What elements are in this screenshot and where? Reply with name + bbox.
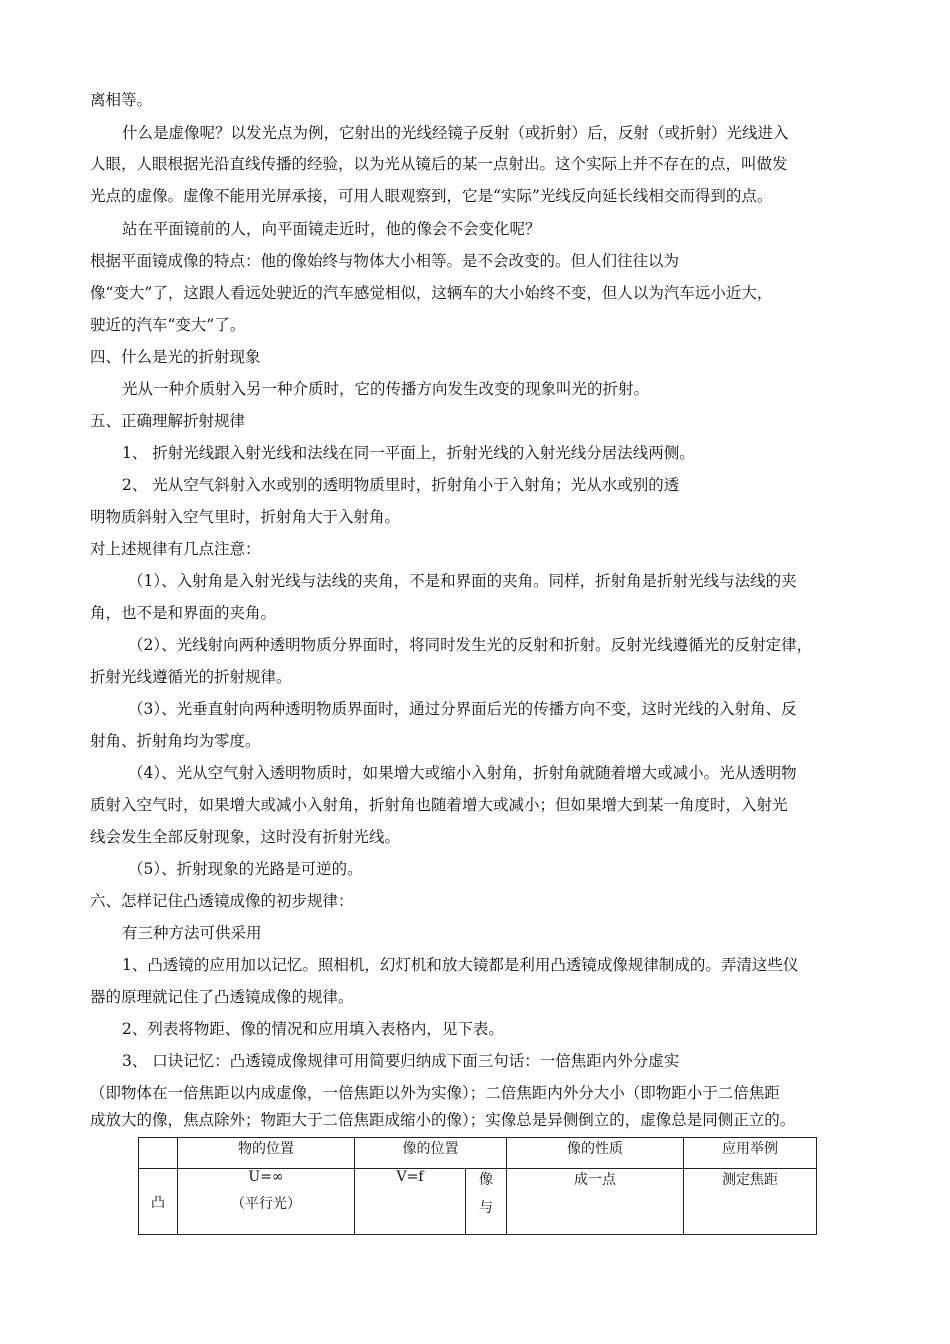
table-header-row [139,1138,817,1169]
table-header-cell: 应用举例 [684,1138,817,1169]
table-header-cell [139,1138,178,1169]
section-heading: 六、怎样记住凸透镜成像的初步规律： [90,892,354,910]
table-cell: 凸 [139,1169,178,1235]
list-item: （2）、光线射向两种透明物质分界面时，将同时发生光的反射和折射。反射光线遵循光的反射定律， [128,636,813,654]
list-item: （1）、入射角是入射光线与法线的夹角，不是和界面的夹角。同样，折射角是折射光线与法线的夹 [128,572,797,590]
cell-line: U=∞ [248,1169,284,1185]
table-cell [178,1169,355,1235]
paragraph: 有三种方法可供采用 [122,924,262,942]
list-item: 1、 折射光线跟入射光线和法线在同一平面上，折射光线的入射光线分居法线两侧。 [122,444,695,462]
paragraph: 射角、折射角均为零度。 [90,732,261,750]
paragraph: 线会发生全部反射现象，这时没有折射光线。 [90,828,401,846]
section-heading: 四、什么是光的折射现象 [90,348,261,366]
list-item: （5）、折射现象的光路是可逆的。 [128,860,363,878]
table-header-cell: 物的位置 [178,1138,355,1169]
list-item: （3）、光垂直射向两种透明物质界面时，通过分界面后光的传播方向不变，这时光线的入射角、反 [128,700,797,718]
cell-line: 像 [479,1172,493,1188]
paragraph: 离相等。 [90,91,153,109]
paragraph: 光点的虚像。虚像不能用光屏承接，可用人眼观察到，它是“实际”光线反向延长线相交而得到的点。 [90,187,773,205]
paragraph: 根据平面镜成像的特点：他的像始终与物体大小相等。是不会改变的。但人们往往以为 [90,252,680,270]
table-cell [466,1169,507,1235]
paragraph: 像“变大”了，这跟人看远处驶近的汽车感觉相似，这辆车的大小始终不变，但人以为汽车远小近大， [90,284,773,302]
list-item: （4）、光从空气射入透明物质时，如果增大或缩小入射角，折射角就随着增大或减小。光从透明物 [128,764,797,782]
paragraph: 对上述规律有几点注意： [90,540,261,558]
paragraph: 人眼，人眼根据光沿直线传播的经验，以为光从镜后的某一点射出。这个实际上并不存在的点，叫做发 [90,155,788,173]
table-header-cell: 像的性质 [507,1138,684,1169]
table-cell: 成一点 [507,1169,684,1235]
table-header-cell: 像的位置 [355,1138,507,1169]
convex-lens-table [138,1137,817,1235]
section-heading: 五、正确理解折射规律 [90,412,246,430]
paragraph: 站在平面镜前的人，向平面镜走近时，他的像会不会变化呢？ [122,220,541,238]
paragraph: 器的原理就记住了凸透镜成像的规律。 [90,988,354,1006]
paragraph: 驶近的汽车“变大”了。 [90,316,246,334]
paragraph: 光从一种介质射入另一种介质时，它的传播方向发生改变的现象叫光的折射。 [122,380,650,398]
list-item: 3、 口诀记忆：凸透镜成像规律可用简要归纳成下面三句话：一倍焦距内外分虚实 [122,1052,680,1070]
paragraph: 角，也不是和界面的夹角。 [90,604,277,622]
cell-line: 与 [479,1200,493,1216]
table-cell: V=f [355,1169,466,1235]
paragraph: （即物体在一倍焦距以内成虚像，一倍焦距以外为实像）；二倍焦距内外分大小（即物距小于二倍焦距 [90,1084,780,1102]
list-item: 1、凸透镜的应用加以记忆。照相机，幻灯机和放大镜都是利用凸透镜成像规律制成的。弄清这些仪 [122,956,799,974]
paragraph: 明物质斜射入空气里时，折射角大于入射角。 [90,508,401,526]
list-item: 2、 光从空气斜射入水或别的透明物质里时，折射角小于入射角；光从水或别的透 [122,476,680,494]
paragraph: 什么是虚像呢？以发光点为例，它射出的光线经镜子反射（或折射）后，反射（或折射）光线进入 [122,124,789,142]
list-item: 2、列表将物距、像的情况和应用填入表格内，见下表。 [122,1020,504,1038]
table-row [139,1169,817,1235]
cell-line: （平行光） [231,1196,301,1212]
paragraph: 质射入空气时，如果增大或减小入射角，折射角也随着增大或减小；但如果增大到某一角度时，入射光 [90,796,788,814]
paragraph: 成放大的像，焦点除外；物距大于二倍焦距成缩小的像）；实像总是异侧倒立的，虚像总是同侧正立的。 [90,1111,796,1129]
paragraph: 折射光线遵循光的折射规律。 [90,668,292,686]
table-cell: 测定焦距 [684,1169,817,1235]
